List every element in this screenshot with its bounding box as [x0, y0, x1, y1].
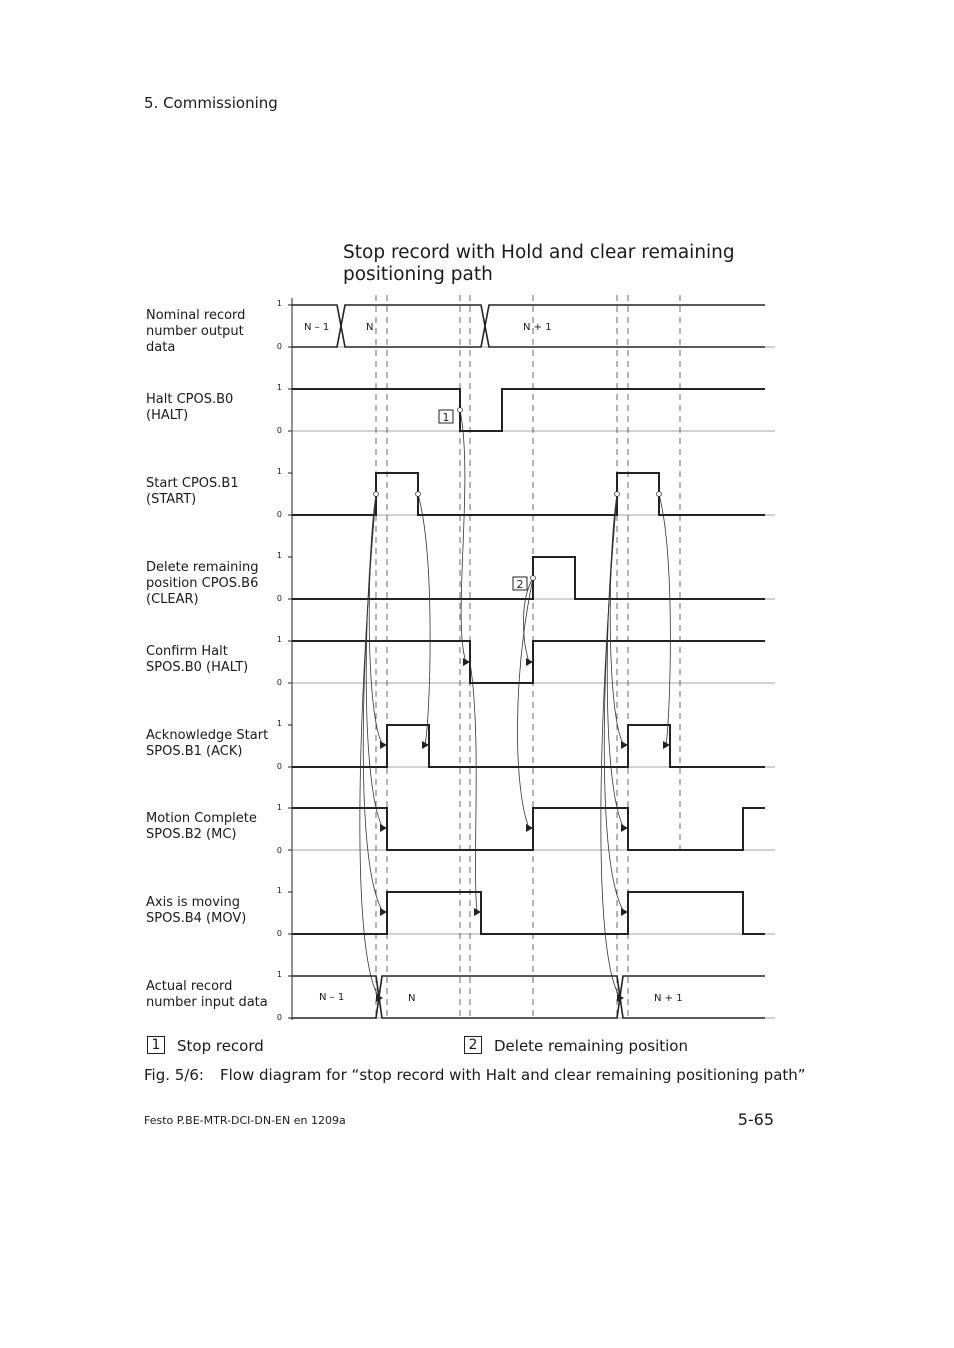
tick-high: 1 — [276, 719, 282, 728]
figure-caption-text: Flow diagram for “stop record with Halt and clear remaining positioning path” — [220, 1066, 806, 1084]
dependency-curves — [360, 410, 671, 997]
waveform-halt — [292, 389, 765, 431]
tick-low: 0 — [276, 426, 282, 435]
tick-low: 0 — [276, 342, 282, 351]
tick-high: 1 — [276, 551, 282, 560]
waveform-clear — [292, 557, 765, 599]
tick-high: 1 — [276, 970, 282, 979]
signal-label-halt: Halt CPOS.B0 (HALT) — [146, 392, 234, 423]
tick-high: 1 — [276, 467, 282, 476]
waveform-mov — [292, 892, 765, 934]
bus-value: N — [366, 322, 374, 333]
tick-low: 0 — [276, 510, 282, 519]
tick-low: 0 — [276, 678, 282, 687]
bus-value: N + 1 — [523, 322, 552, 333]
tick-low: 0 — [276, 846, 282, 855]
signal-label-clear: Delete remaining position CPOS.B6 (CLEAR) — [146, 560, 259, 607]
waveform-start — [292, 473, 765, 515]
legend-number-box: 2 — [464, 1036, 482, 1054]
marker-number: 1 — [442, 411, 450, 424]
tick-low: 0 — [276, 929, 282, 938]
tick-low: 0 — [276, 594, 282, 603]
tick-high: 1 — [276, 383, 282, 392]
tick-high: 1 — [276, 635, 282, 644]
tick-low: 0 — [276, 762, 282, 771]
bus-value: N – 1 — [304, 322, 330, 333]
page-number: 5-65 — [737, 1110, 774, 1129]
signal-label-mc: Motion Complete SPOS.B2 (MC) — [146, 811, 257, 842]
signal-label-ack: Acknowledge Start SPOS.B1 (ACK) — [146, 728, 269, 759]
tick-high: 1 — [276, 803, 282, 812]
legend-number-box: 1 — [147, 1036, 165, 1054]
dependency-arrowheads — [376, 658, 670, 1002]
bus-value: N — [408, 993, 416, 1004]
legend-text: Stop record — [177, 1037, 264, 1055]
section-heading: 5. Commissioning — [144, 94, 278, 112]
signal-label-start: Start CPOS.B1 (START) — [146, 476, 239, 507]
waveform-actual-record — [292, 976, 765, 1018]
bus-value: N + 1 — [654, 993, 683, 1004]
diagram-title: Stop record with Hold and clear remaining positioning path — [343, 242, 735, 285]
legend-text: Delete remaining position — [494, 1037, 688, 1055]
signal-label-nominal-record: Nominal record number output data — [146, 308, 246, 355]
signal-label-mov: Axis is moving SPOS.B4 (MOV) — [146, 895, 247, 926]
marker-number: 2 — [516, 578, 524, 591]
tick-high: 1 — [276, 886, 282, 895]
figure-caption — [144, 1066, 806, 1084]
axis-ticks — [288, 305, 292, 1018]
footer-document-id: Festo P.BE-MTR-DCI-DN-EN en 1209a — [144, 1114, 346, 1127]
signal-label-confirm-halt: Confirm Halt SPOS.B0 (HALT) — [146, 644, 249, 675]
bus-value: N – 1 — [319, 992, 345, 1003]
signal-label-actual-record: Actual record number input data — [146, 979, 268, 1010]
tick-high: 1 — [276, 299, 282, 308]
dependency-origins — [374, 408, 662, 581]
tick-low: 0 — [276, 1013, 282, 1022]
figure-number: Fig. 5/6: — [144, 1066, 204, 1084]
